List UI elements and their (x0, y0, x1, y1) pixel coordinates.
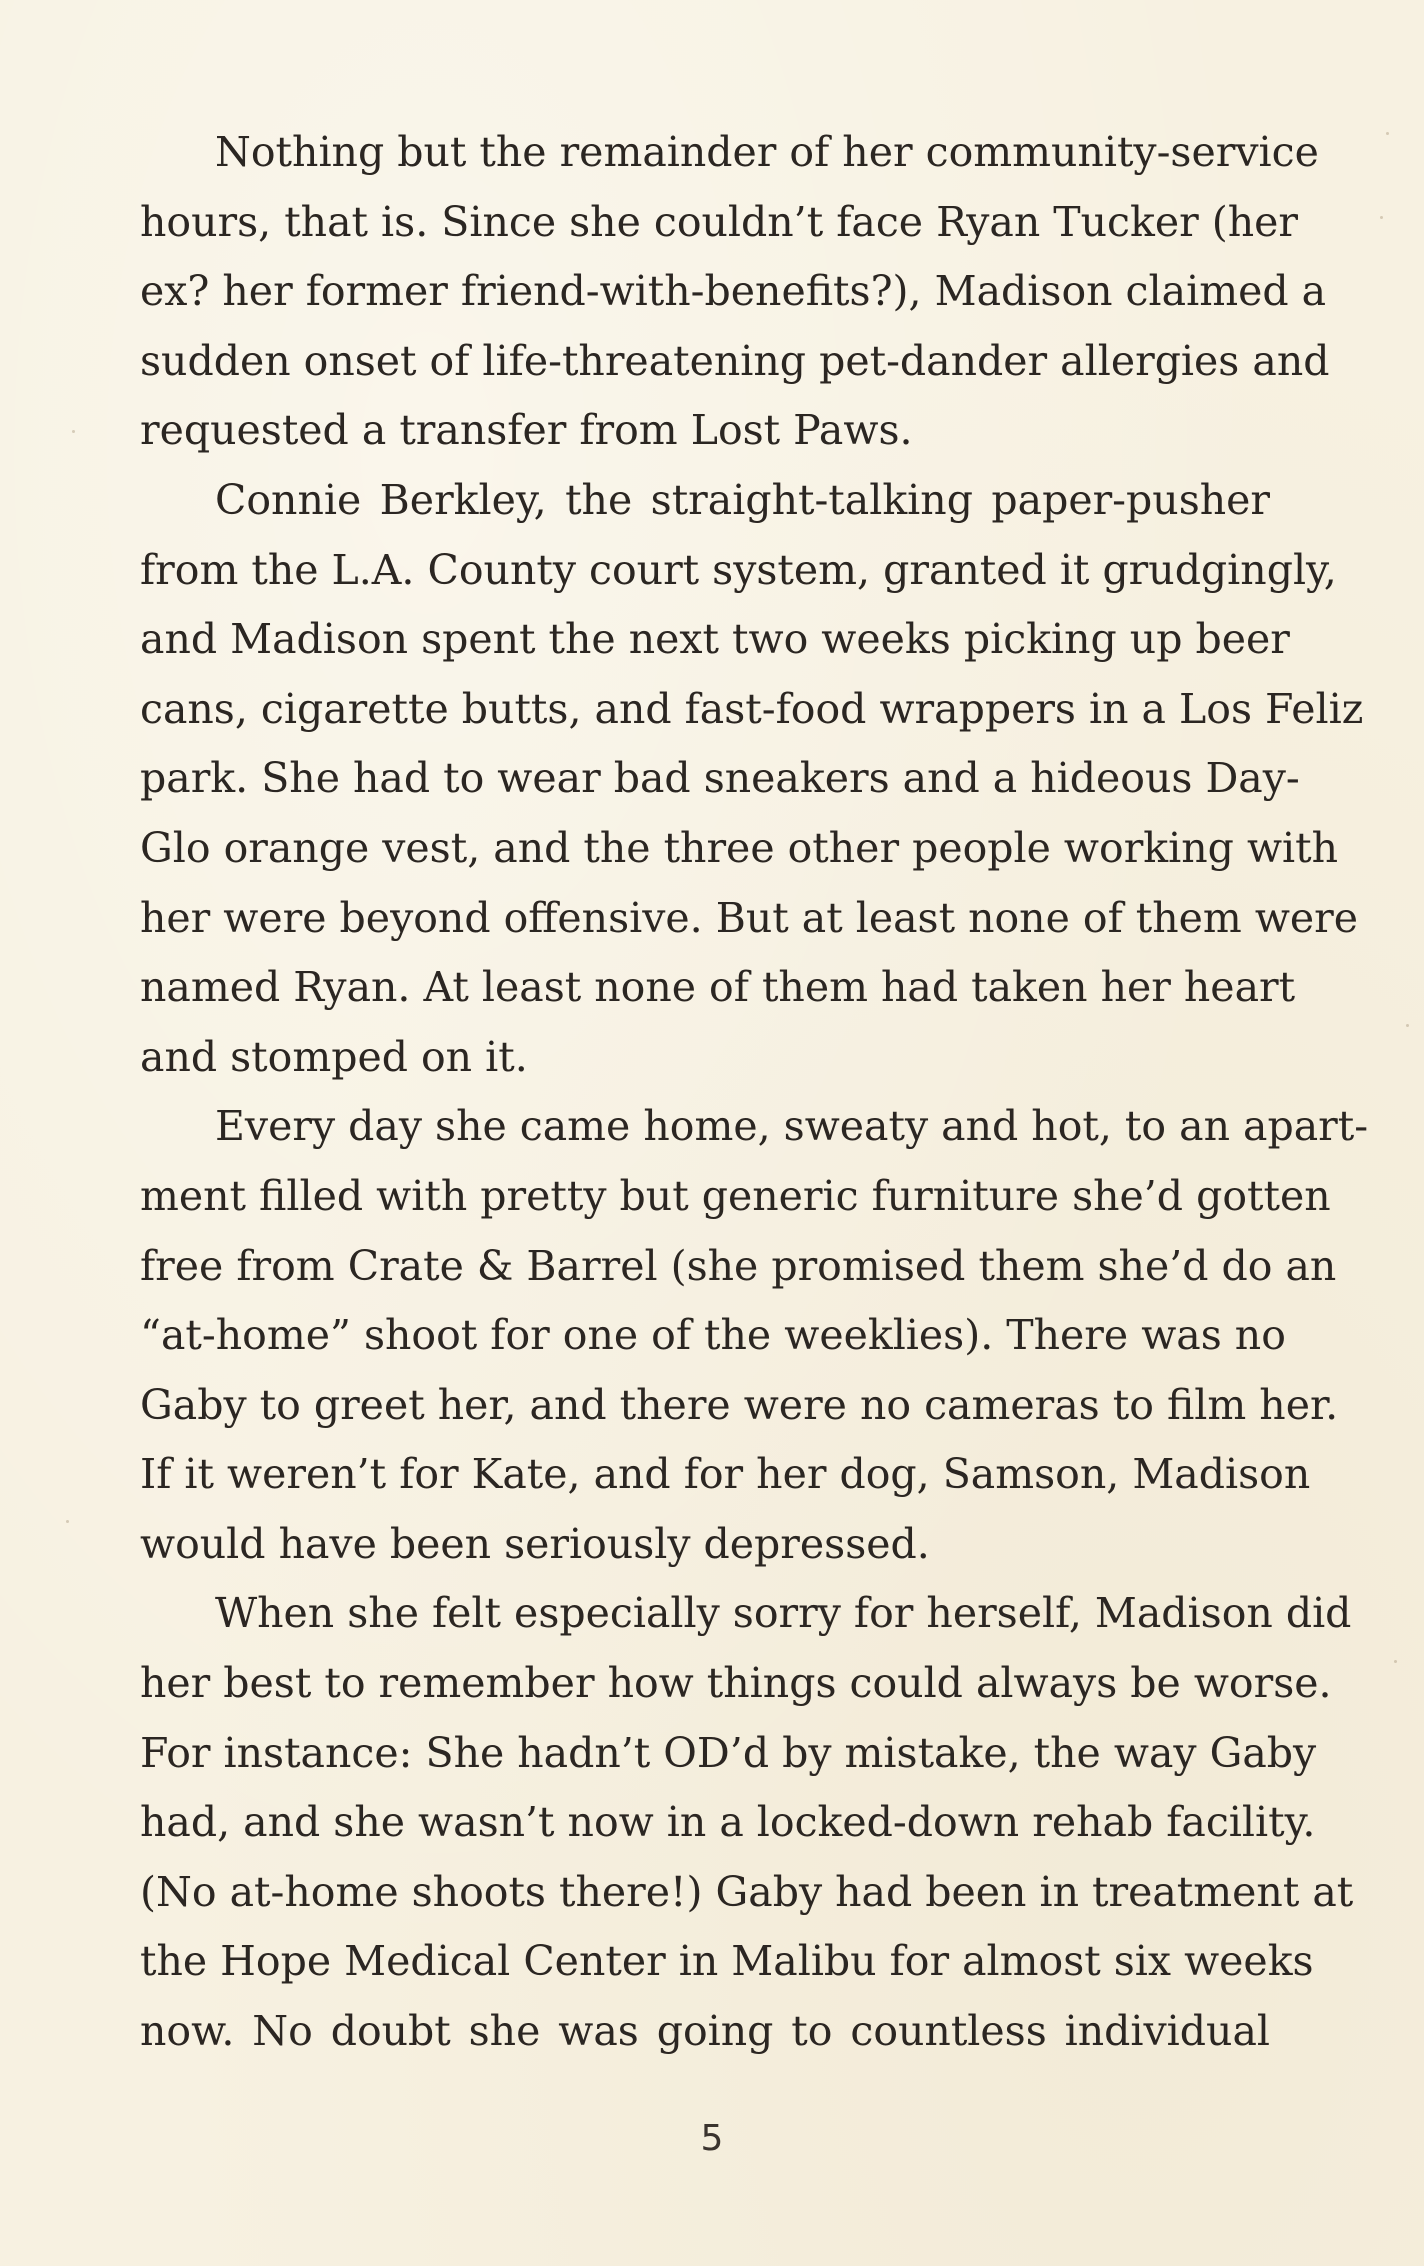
page-number: 5 (700, 2118, 724, 2159)
body-text (140, 118, 1369, 2067)
text-line: would have been seriously depressed. (140, 1519, 930, 1568)
text-line: ment filled with pretty but generic furniture she’d gotten (140, 1171, 1331, 1220)
text-line: from the L.A. County court system, granted it grudgingly, (140, 545, 1337, 594)
text-line: For instance: She hadn’t OD’d by mistake, the way Gaby (140, 1728, 1317, 1777)
text-line: free from Crate & Barrel (she promised them she’d do an (140, 1241, 1337, 1290)
text-line: Nothing but the remainder of her community-service (215, 128, 1319, 176)
text-line: her were beyond offensive. But at least none of them were (140, 893, 1359, 942)
text-line: had, and she wasn’t now in a locked-down rehab facility. (140, 1798, 1316, 1847)
text-line: ex? her former friend-with-benefits?), Madison claimed a (140, 267, 1327, 316)
text-line: and stomped on it. (140, 1032, 528, 1081)
text-line: her best to remember how things could always be worse. (140, 1659, 1332, 1708)
text-line: park. She had to wear bad sneakers and a hideous Day- (140, 754, 1300, 803)
text-line: the Hope Medical Center in Malibu for almost six weeks (140, 1937, 1314, 1986)
text-line: and Madison spent the next two weeks picking up beer (140, 615, 1290, 664)
paper-speck (1386, 132, 1389, 135)
paper-speck (1380, 216, 1383, 219)
text-line: When she felt especially sorry for herself, Madison did (215, 1589, 1352, 1638)
text-line: (No at-home shoots there!) Gaby had been in treatment at (140, 1867, 1354, 1916)
paper-speck (1394, 1660, 1397, 1663)
text-line: Gaby to greet her, and there were no cameras to film her. (140, 1380, 1339, 1429)
text-line: “at-home” shoot for one of the weeklies). There was no (140, 1311, 1286, 1360)
text-line: If it weren’t for Kate, and for her dog, Samson, Madison (140, 1450, 1311, 1499)
paper-speck (1406, 1024, 1409, 1027)
text-line: requested a transfer from Lost Paws. (140, 406, 913, 455)
text-line: now. No doubt she was going to countless individual (140, 2007, 1270, 2056)
text-line: named Ryan. At least none of them had taken her heart (140, 963, 1296, 1012)
text-line: Connie Berkley, the straight-talking paper-pusher (215, 475, 1270, 524)
paper-speck (72, 430, 75, 433)
paper-speck (66, 1520, 69, 1523)
text-line: cans, cigarette butts, and fast-food wrappers in a Los Feliz (140, 684, 1364, 733)
text-line: Glo orange vest, and the three other people working with (140, 823, 1339, 872)
text-line: Every day she came home, sweaty and hot, to an apart- (215, 1102, 1369, 1151)
text-line: sudden onset of life-threatening pet-dander allergies and (140, 336, 1330, 385)
text-line: hours, that is. Since she couldn’t face Ryan Tucker (her (140, 197, 1299, 246)
